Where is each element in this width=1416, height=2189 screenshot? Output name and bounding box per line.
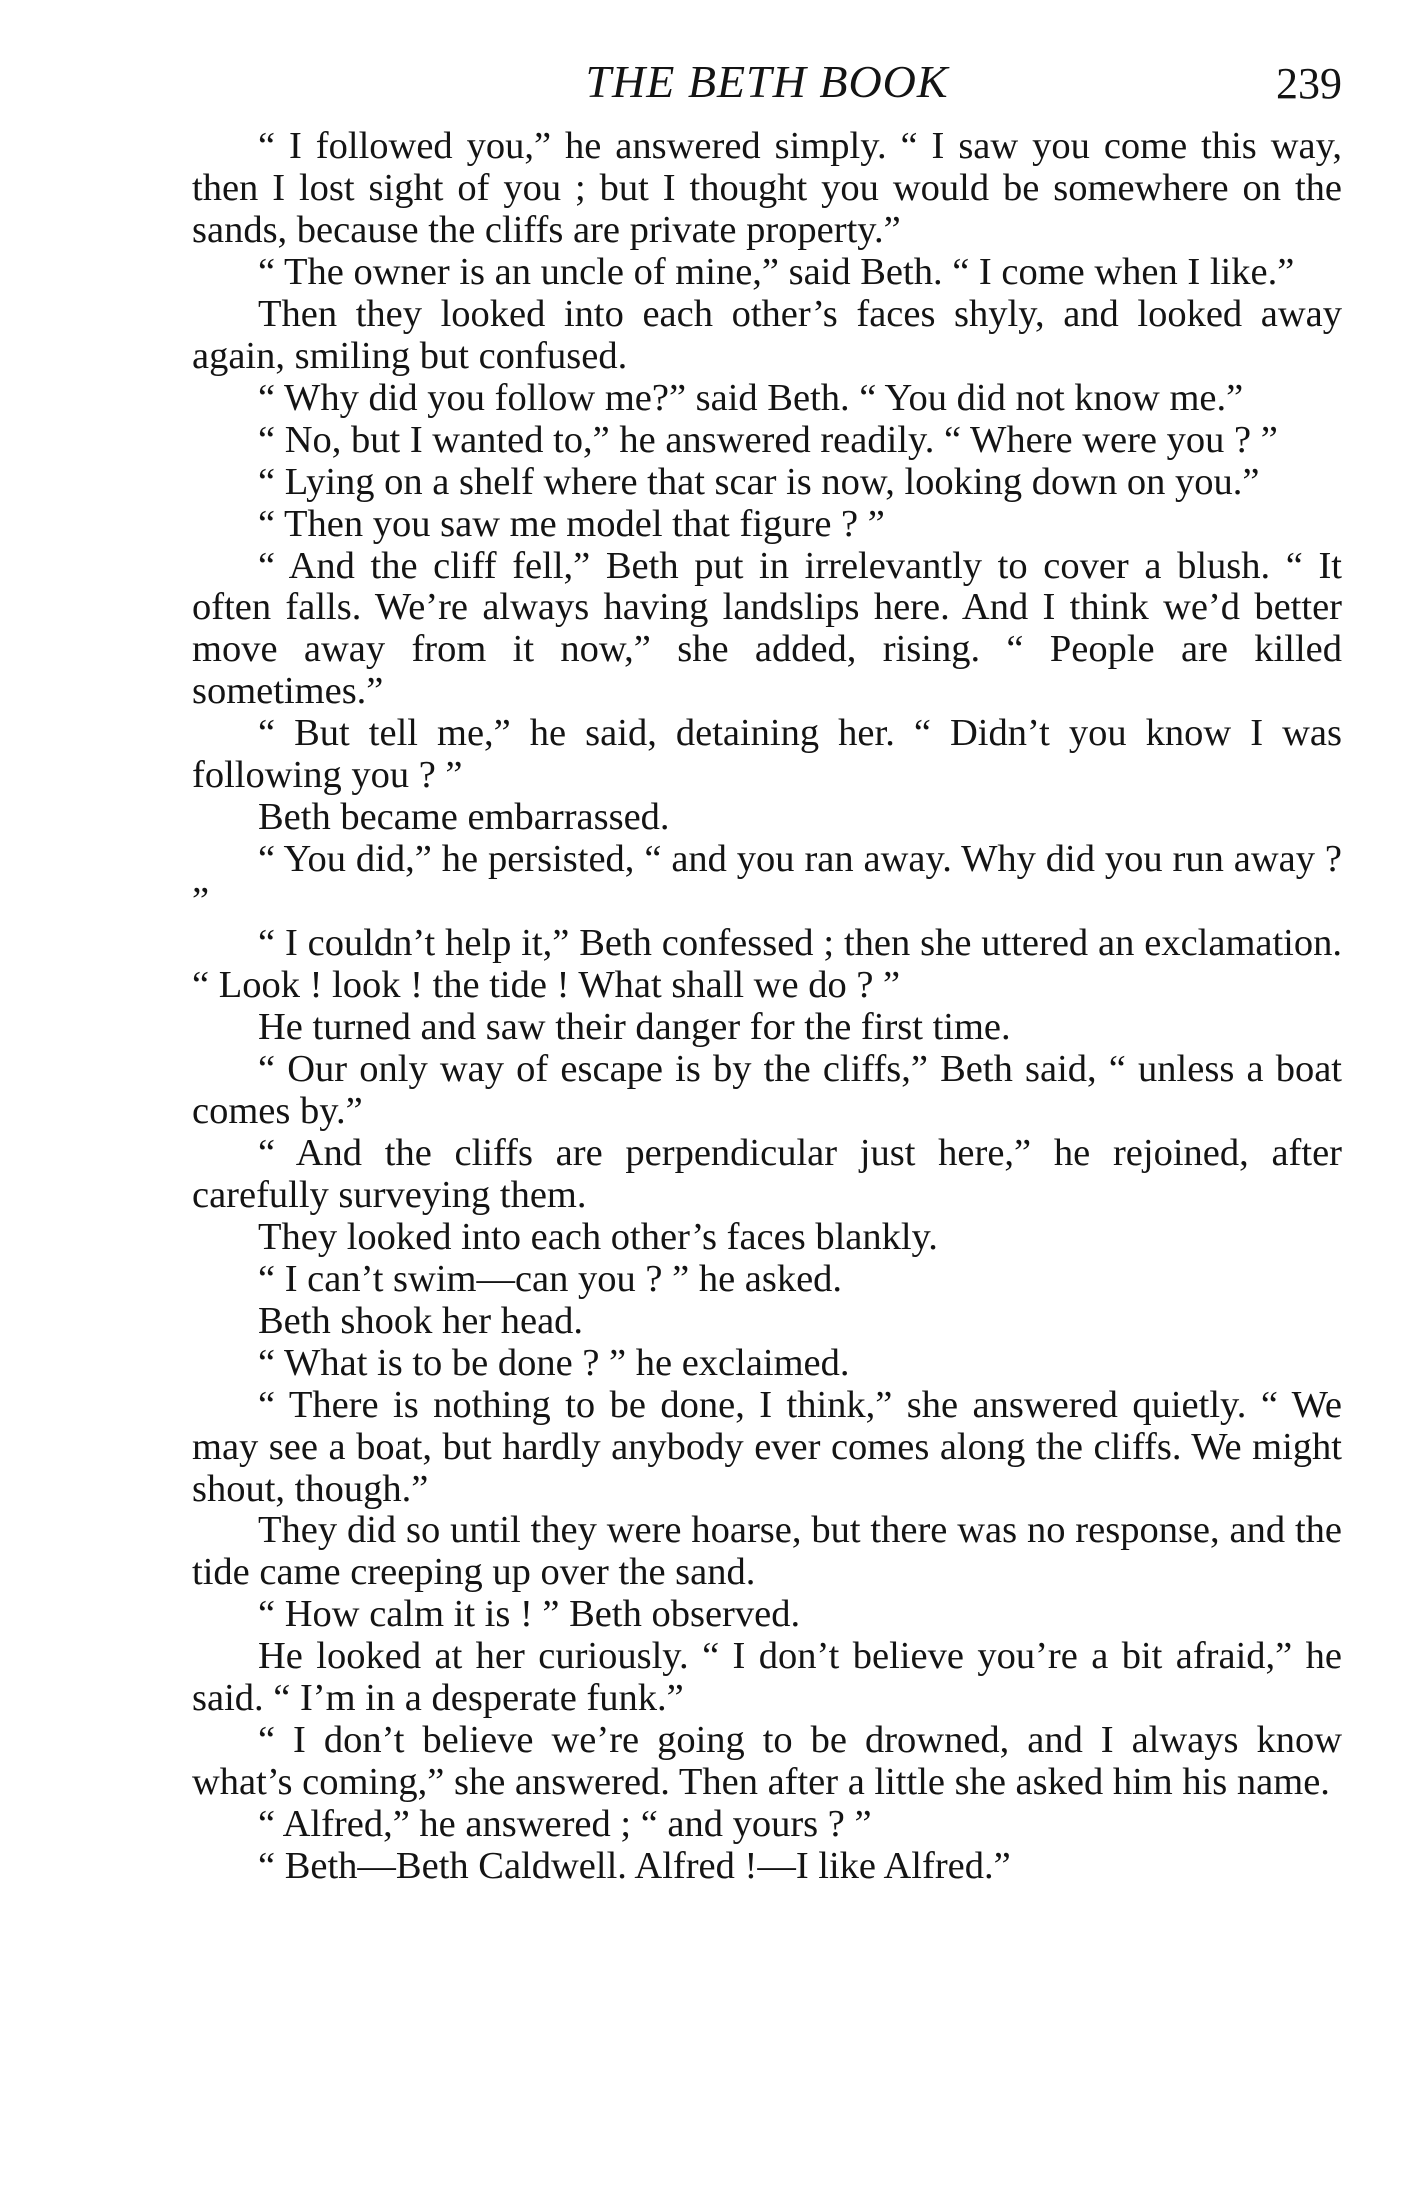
paragraph: “ You did,” he persisted, “ and you ran away. Why did you run away ? ” [192, 838, 1342, 923]
paragraph: “ How calm it is ! ” Beth observed. [258, 1593, 801, 1636]
paragraph: “ I couldn’t help it,” Beth confessed ; then she uttered an exclamation. “ Look ! look ! the tide ! What shall we do ? ” [192, 922, 1342, 1007]
paragraph: “ Why did you follow me?” said Beth. “ You did not know me.” [258, 376, 1244, 419]
paragraph: “ And the cliffs are perpendicular just here,” he rejoined, after carefully surveying them. [192, 1131, 1342, 1216]
paragraph: “ Lying on a shelf where that scar is now, looking down on you.” [258, 460, 1260, 503]
paragraph: “ And the cliff fell,” Beth put in irrelevantly to cover a blush. “ It often falls. We’re always having landslips here. And I think we’d better move away from it now,” she added, rising. “ People are killed sometimes.” [192, 544, 1342, 713]
paragraph: “ I can’t swim—can you ? ” he asked. [258, 1257, 843, 1300]
paragraph: “ The owner is an uncle of mine,” said Beth. “ I come when I like.” [258, 250, 1295, 293]
paragraph: “ Beth—Beth Caldwell. Alfred !—I like Alfred.” [258, 1845, 1011, 1888]
paragraph: “ I don’t believe we’re going to be drowned, and I always know what’s coming,” she answered. Then after a little she asked him his name. [192, 1719, 1342, 1804]
paragraph: “ But tell me,” he said, detaining her. “ Didn’t you know I was following you ? ” [192, 712, 1342, 797]
paragraph: Beth became embarrassed. [258, 796, 670, 839]
paragraph: Beth shook her head. [258, 1299, 584, 1342]
paragraph: “ What is to be done ? ” he exclaimed. [258, 1341, 850, 1384]
paragraph: Then they looked into each other’s faces shyly, and looked away again, smiling but confused. [192, 292, 1342, 377]
paragraph: They did so until they were hoarse, but there was no response, and the tide came creeping up over the sand. [192, 1509, 1342, 1594]
paragraph: “ I followed you,” he answered simply. “ I saw you come this way, then I lost sight of you ; but I thought you would be somewhere on the sands, because the cliffs are private property.” [192, 125, 1342, 251]
running-title: THE BETH BOOK [585, 56, 949, 107]
paragraph: They looked into each other’s faces blankly. [258, 1215, 938, 1258]
paragraph: “ Our only way of escape is by the cliffs,” Beth said, “ unless a boat comes by.” [192, 1047, 1342, 1132]
paragraph: He looked at her curiously. “ I don’t believe you’re a bit afraid,” he said. “ I’m in a desperate funk.” [192, 1635, 1342, 1720]
page-number: 239 [1276, 59, 1342, 108]
body-text [192, 126, 1342, 1888]
paragraph: “ Then you saw me model that figure ? ” [258, 502, 885, 545]
paragraph: He turned and saw their danger for the first time. [258, 1006, 1011, 1049]
paragraph: “ There is nothing to be done, I think,” she answered quietly. “ We may see a boat, but hardly anybody ever comes along the cliffs. We might shout, though.” [192, 1383, 1342, 1510]
paragraph: “ Alfred,” he answered ; “ and yours ? ” [258, 1803, 872, 1846]
running-head [192, 52, 1342, 112]
paragraph: “ No, but I wanted to,” he answered readily. “ Where were you ? ” [258, 418, 1278, 461]
